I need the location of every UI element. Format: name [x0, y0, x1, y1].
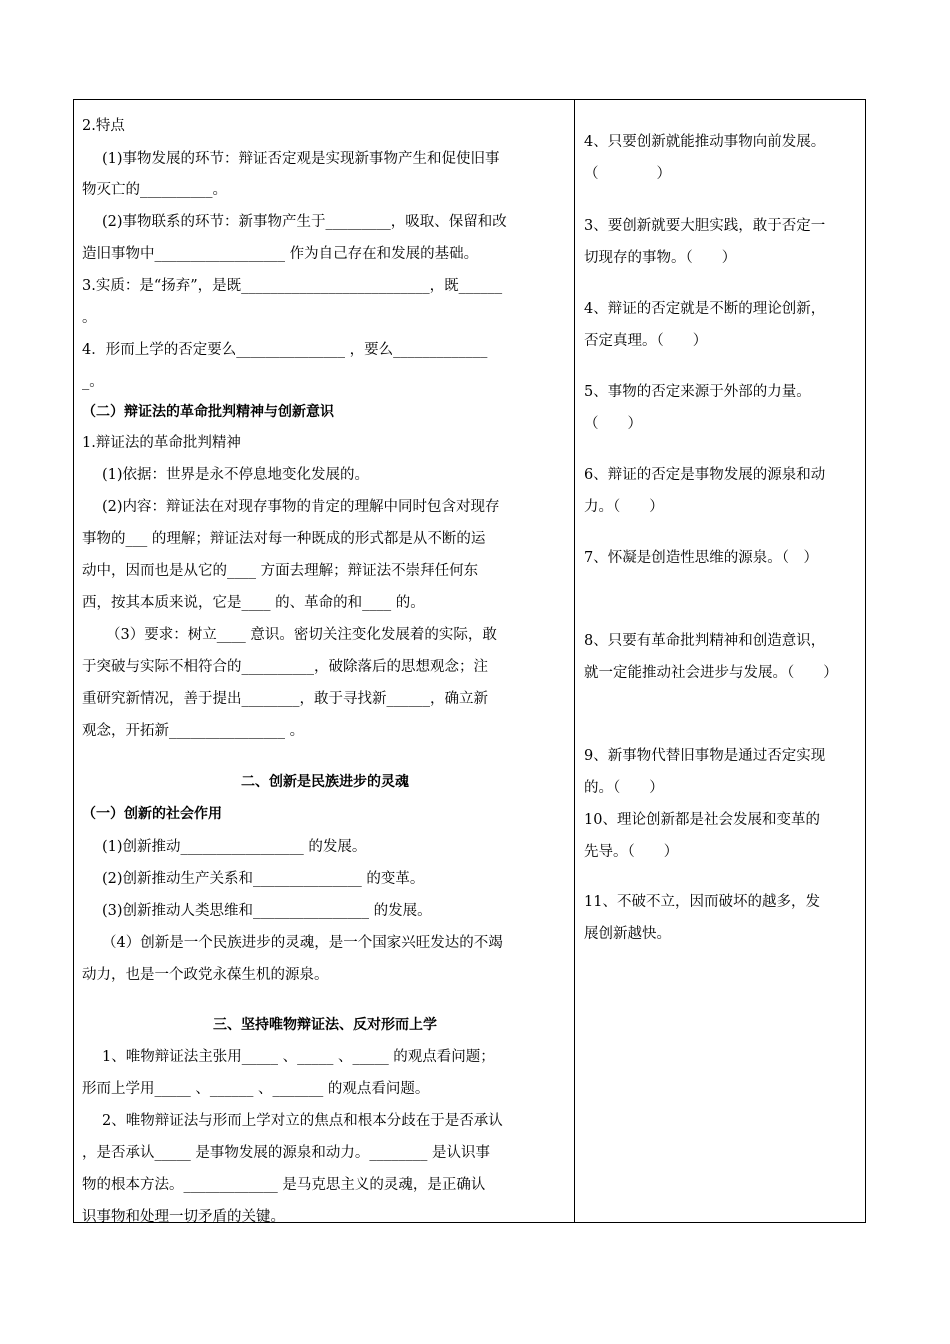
section-heading: 三、坚持唯物辩证法、反对形而上学 [213, 1017, 437, 1033]
text-line: 动力，也是一个政党永葆生机的源泉。 [82, 967, 329, 983]
text-line: 2、唯物辩证法与形而上学对立的焦点和根本分歧在于是否承认 [102, 1113, 503, 1129]
text-line: 2.特点 [82, 118, 125, 134]
text-line: (3)创新推动人类思维和________________ 的发展。 [102, 903, 432, 919]
text-line: (1)创新推动_________________ 的发展。 [102, 839, 367, 855]
text-line: 西，按其本质来说，它是____ 的、革命的和____ 的。 [82, 595, 425, 611]
text-line: 识事物和处理一切矛盾的关键。 [82, 1209, 285, 1225]
judgment-question: 11、不破不立，因而破坏的越多，发展创新越快。 [584, 894, 820, 942]
text-line: 观念，开拓新________________ 。 [82, 723, 305, 739]
text-line: (1)依据：世界是永不停息地变化发展的。 [102, 467, 370, 483]
judgment-question: 9、新事物代替旧事物是通过否定实现的。（ ） [584, 748, 826, 796]
text-line: 造旧事物中__________________ 作为自己存在和发展的基础。 [82, 246, 479, 262]
text-line: (2)事物联系的环节：新事物产生于_________，吸取、保留和改 [102, 214, 507, 230]
text-line: 1、唯物辩证法主张用_____ 、_____ 、_____ 的观点看问题； [102, 1049, 495, 1065]
text-line: 1.辩证法的革命批判精神 [82, 435, 241, 451]
judgment-question: 5、事物的否定来源于外部的力量。（ ） [584, 384, 811, 432]
text-line: （3）要求：树立____ 意识。密切关注变化发展着的实际，敢 [106, 627, 497, 643]
text-line: 事物的___ 的理解；辩证法对每一种既成的形式都是从不断的运 [82, 531, 486, 547]
judgment-question: 8、只要有革命批判精神和创造意识，就一定能推动社会进步与发展。（ ） [584, 633, 838, 681]
text-line: 。 [82, 310, 97, 326]
text-line: 4．形而上学的否定要么_______________ ，要么_____________ [82, 342, 488, 358]
text-line: 重研究新情况，善于提出________，敢于寻找新______，确立新 [82, 691, 488, 707]
judgment-question: 4、辩证的否定就是不断的理论创新，否定真理。（ ） [584, 301, 826, 349]
judgment-question: 3、要创新就要大胆实践，敢于否定一切现存的事物。（ ） [584, 218, 826, 266]
text-line: _。 [82, 374, 104, 390]
judgment-question: 4、只要创新就能推动事物向前发展。（ ） [584, 134, 826, 182]
section-subheading: （一）创新的社会作用 [82, 806, 222, 822]
judgment-question: 10、理论创新都是社会发展和变革的先导。（ ） [584, 812, 820, 860]
text-line: 动中，因而也是从它的____ 方面去理解；辩证法不崇拜任何东 [82, 563, 479, 579]
judgment-question: 6、辩证的否定是事物发展的源泉和动力。（ ） [584, 467, 826, 515]
section-heading: 二、创新是民族进步的灵魂 [241, 774, 409, 790]
judgment-question: 7、怀凝是创造性思维的源泉。（ ） [584, 550, 818, 566]
text-line: (1)事物发展的环节：辩证否定观是实现新事物产生和促使旧事 [102, 151, 500, 167]
text-line: (2)内容：辩证法在对现存事物的肯定的理解中同时包含对现存 [102, 499, 500, 515]
text-line: 形而上学用_____ 、______ 、_______ 的观点看问题。 [82, 1081, 430, 1097]
text-line: 物灭亡的__________。 [82, 182, 227, 198]
text-line: ，是否承认_____ 是事物发展的源泉和动力。________ 是认识事 [82, 1145, 490, 1161]
section-subheading: （二）辩证法的革命批判精神与创新意识 [82, 404, 334, 420]
column-divider [574, 99, 575, 1223]
text-line: (2)创新推动生产关系和_______________ 的变革。 [102, 871, 425, 887]
text-line: 物的根本方法。_____________ 是马克思主义的灵魂，是正确认 [82, 1177, 486, 1193]
text-line: （4）创新是一个民族进步的灵魂，是一个国家兴旺发达的不竭 [102, 935, 503, 951]
text-line: 于突破与实际不相符合的__________，破除落后的思想观念；注 [82, 659, 488, 675]
text-line: 3.实质：是“扬弃”，是既__________________________，既______ [82, 278, 503, 294]
